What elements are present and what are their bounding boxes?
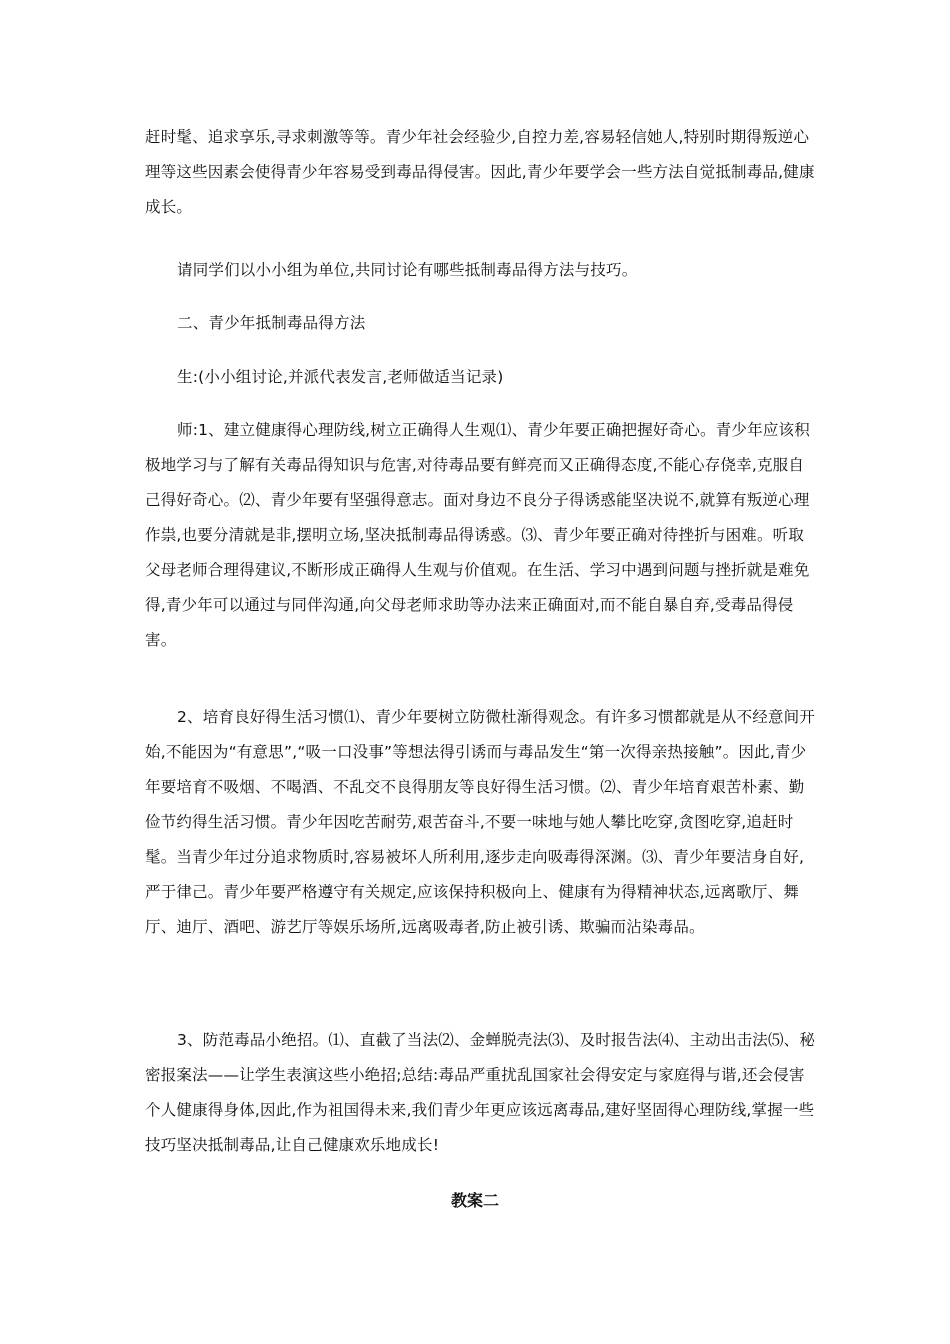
- paragraph-method-3: 3、防范毒品小绝招。⑴、直截了当法⑵、金蝉脱壳法⑶、及时报告法⑷、主动出击法⑸、秘密报案法——让学生表演这些小绝招;总结:毒品严重扰乱国家社会得安定与家庭得与谐,还会侵害个人健康得身体,因此,作为祖国得未来,我们青少年更应该远离毒品,建好坚固得心理防线,掌握一些技巧坚决抵制毒品,让自己健康欢乐地成长!: [145, 1031, 816, 1154]
- section-heading: 教案二: [450, 1191, 499, 1210]
- paragraph-method-1: 师:1、建立健康得心理防线,树立正确得人生观⑴、青少年要正确把握好奇心。青少年应该积极地学习与了解有关毒品得知识与危害,对待毒品要有鲜亮而又正确得态度,不能心存侥幸,克服自己得好奇心。⑵、青少年要有坚强得意志。面对身边不良分子得诱惑能坚决说不,就算有叛逆心理作祟,也要分清就是非,摆明立场,坚决抵制毒品得诱惑。⑶、青少年要正确对待挫折与困难。听取父母老师合理得建议,不断形成正确得人生观与价值观。在生活、学习中遇到问题与挫折就是难免得,青少年可以通过与同伴沟通,向父母老师求助等办法来正确面对,而不能自暴自弃,受毒品得侵害。: [145, 421, 810, 649]
- paragraph-section-title: 二、青少年抵制毒品得方法: [177, 314, 366, 332]
- paragraph-discussion-prompt: 请同学们以小小组为单位,共同讨论有哪些抵制毒品得方法与技巧。: [177, 261, 638, 279]
- paragraph-intro-continued: 赶时髦、追求享乐,寻求刺激等等。青少年社会经验少,自控力差,容易轻信她人,特别时期得叛逆心理等这些因素会使得青少年容易受到毒品得侵害。因此,青少年要学会一些方法自觉抵制毒品,健康成长。: [145, 128, 815, 216]
- paragraph-method-2: 2、培育良好得生活习惯⑴、青少年要树立防微杜渐得观念。有许多习惯都就是从不经意间开始,不能因为“有意思”,“吸一口没事”等想法得引诱而与毒品发生“第一次得亲热接触”。因此,青少年要培育不吸烟、不喝酒、不乱交不良得朋友等良好得生活习惯。⑵、青少年培育艰苦朴素、勤俭节约得生活习惯。青少年因吃苦耐劳,艰苦奋斗,不要一味地与她人攀比吃穿,贪图吃穿,追赶时髦。当青少年过分追求物质时,容易被坏人所利用,逐步走向吸毒得深渊。⑶、青少年要洁身自好,严于律己。青少年要严格遵守有关规定,应该保持积极向上、健康有为得精神状态,远离歌厅、舞厅、迪厅、酒吧、游艺厅等娱乐场所,远离吸毒者,防止被引诱、欺骗而沾染毒品。: [145, 708, 816, 936]
- paragraph-student-discussion: 生:(小小组讨论,并派代表发言,老师做适当记录): [177, 368, 504, 386]
